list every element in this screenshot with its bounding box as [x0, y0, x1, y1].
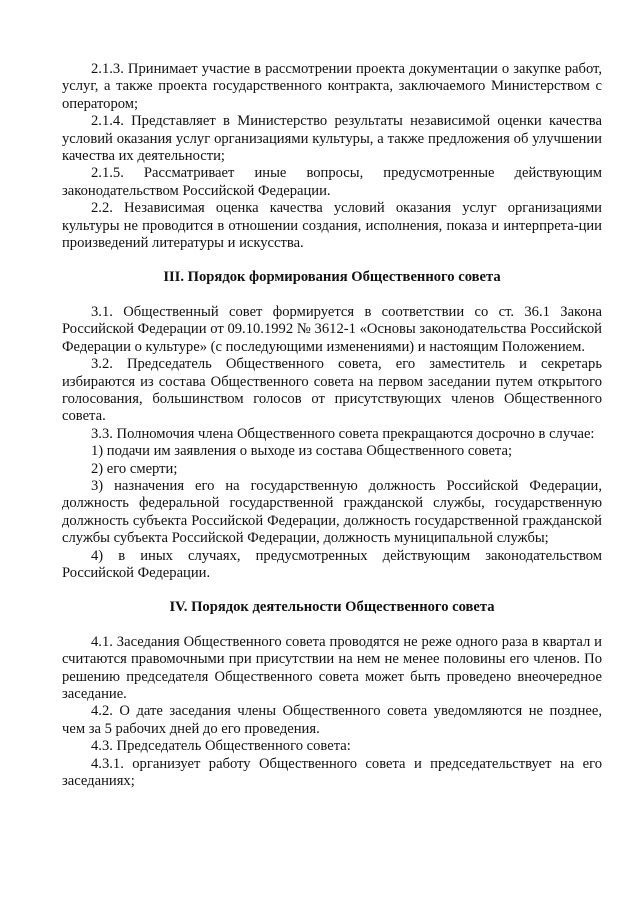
paragraph-3-2: 3.2. Председатель Общественного совета, его заместитель и секретарь избираются из состава Общественного совета на первом заседании путем открытого голосования, большинством голосов от присутствующих членов Общественного совета.: [62, 356, 602, 425]
paragraph-2-1-3: 2.1.3. Принимает участие в рассмотрении проекта документации о закупке работ, услуг, а также проекта государственного контракта, заключаемого Министерством с оператором;: [62, 61, 602, 112]
paragraph-4-2: 4.2. О дате заседания члены Общественного совета уведомляются не позднее, чем за 5 рабочих дней до его проведения.: [62, 703, 602, 737]
paragraph-4-1: 4.1. Заседания Общественного совета проводятся не реже одного раза в квартал и считаются правомочными при присутствии на нем не менее половины его членов. По решению председателя Общественного совета может быть проведено внеочередное заседание.: [62, 633, 602, 702]
paragraph-3-1: 3.1. Общественный совет формируется в соответствии со ст. 36.1 Закона Российской Федерации от 09.10.1992 № 3612-1 «Основы законодательства Российской Федерации о культуре» (с последующими изменениями) и настоящим Положением.: [62, 303, 602, 355]
document-page: [62, 61, 602, 790]
list-item-4: 4) в иных случаях, предусмотренных действующим законодательством Российской Федерации.: [62, 547, 602, 581]
section-4-heading: IV. Порядок деятельности Общественного совета: [169, 599, 495, 616]
paragraph-4-3: 4.3. Председатель Общественного совета:: [91, 738, 351, 755]
paragraph-3-3: 3.3. Полномочия члена Общественного совета прекращаются досрочно в случае:: [91, 425, 595, 442]
paragraph-2-1-4: 2.1.4. Представляет в Министерство результаты независимой оценки качества условий оказания услуг организациями культуры, а также предложения об улучшении качества их деятельности;: [62, 113, 602, 165]
paragraph-2-2: 2.2. Независимая оценка качества условий оказания услуг организациями культуры не проводится в отношении создания, исполнения, показа и интерпрета-ции произведений литературы и искусства.: [62, 200, 602, 252]
paragraph-2-1-5: 2.1.5. Рассматривает иные вопросы, предусмотренные действующим законодательством Российской Федерации.: [62, 165, 602, 199]
list-item-3: 3) назначения его на государственную должность Российской Федерации, должность федеральной государственной гражданской службы, государственную должность субъекта Российской Федерации, должность государственной гражданской службы субъекта Российской Федерации, должность муниципальной службы;: [62, 477, 602, 547]
list-item-2: 2) его смерти;: [91, 460, 178, 477]
list-item-1: 1) подачи им заявления о выходе из состава Общественного совета;: [91, 443, 513, 460]
paragraph-4-3-1: 4.3.1. организует работу Общественного совета и председательствует на его заседаниях;: [62, 755, 602, 790]
section-3-heading: III. Порядок формирования Общественного совета: [163, 269, 501, 286]
